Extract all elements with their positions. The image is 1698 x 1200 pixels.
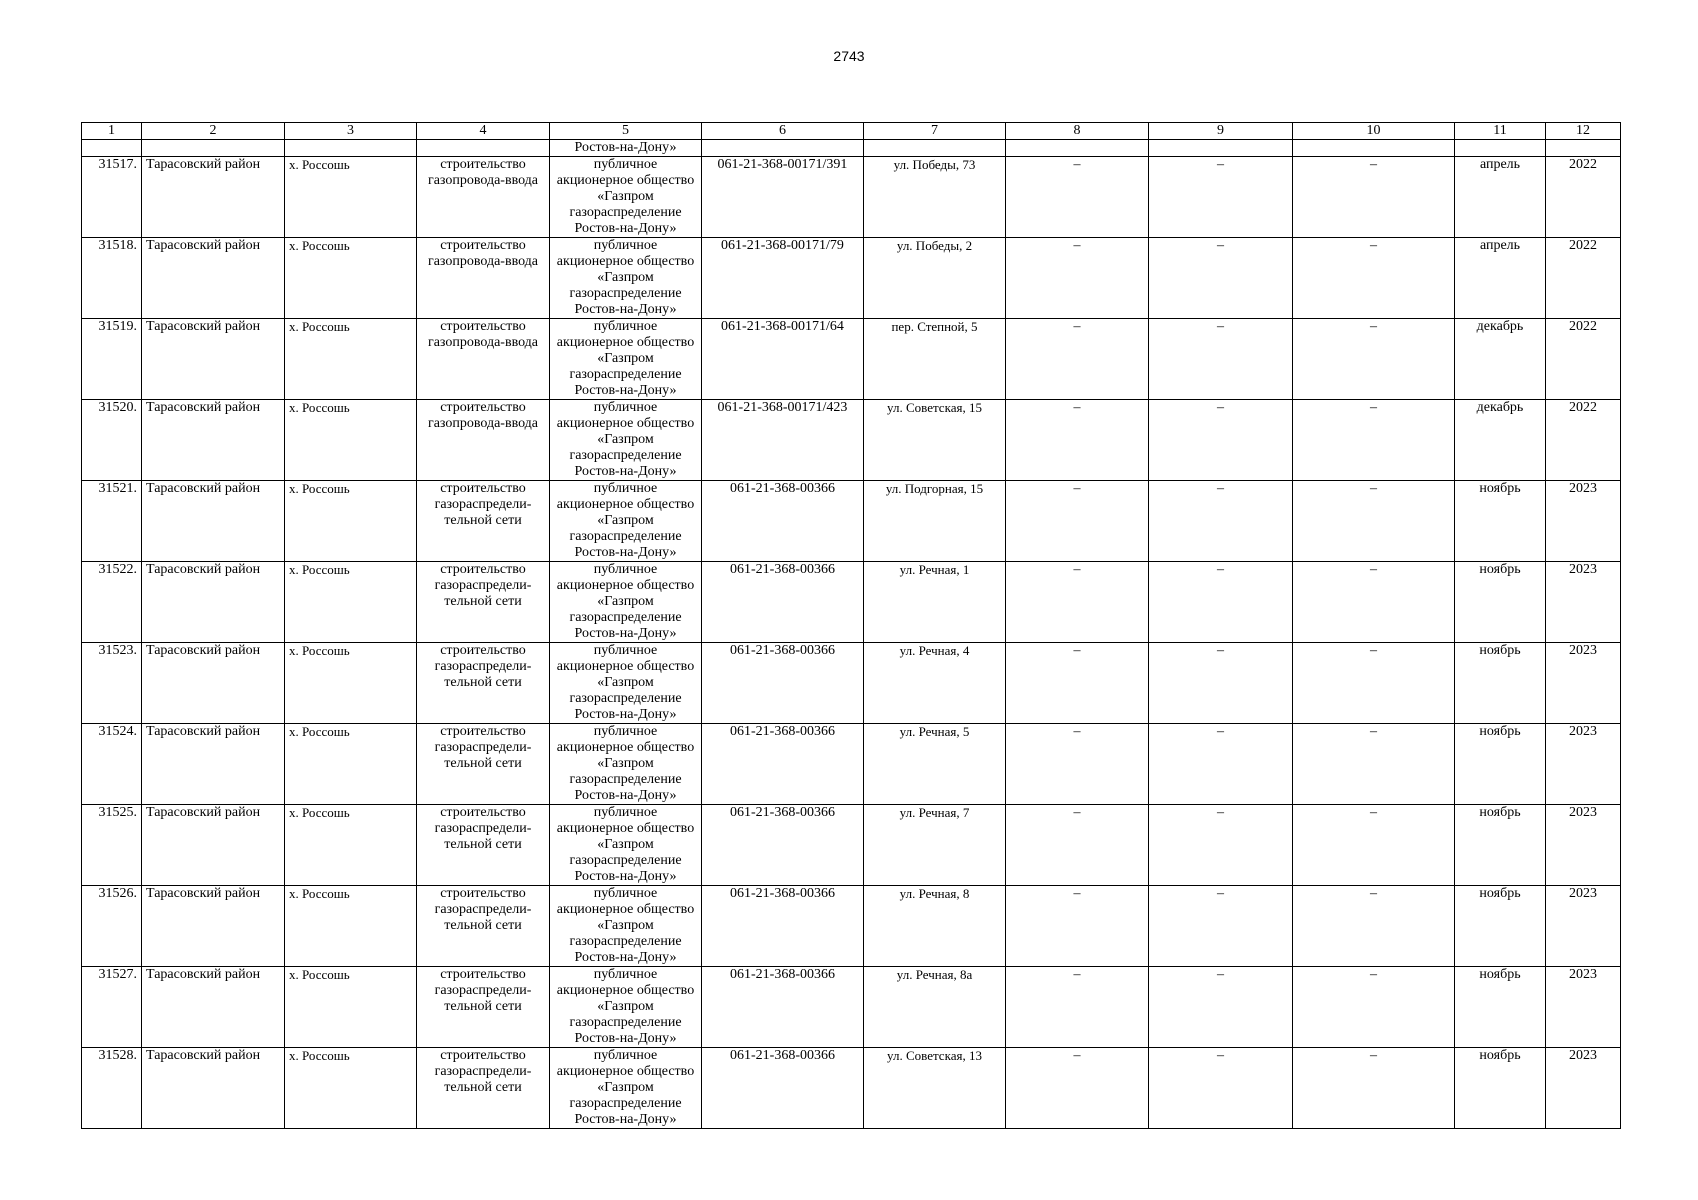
cell-work-type: строительство газопровода-ввода (417, 157, 550, 238)
cell-empty (1149, 140, 1293, 157)
cell-address: ул. Победы, 2 (864, 238, 1006, 319)
cell-work-type: строительство газораспредели-тельной сети (417, 724, 550, 805)
cell-empty (864, 140, 1006, 157)
cell-empty (1293, 140, 1455, 157)
table-row (82, 886, 1621, 967)
cell-number: 31517. (82, 157, 142, 238)
column-number: 11 (1455, 123, 1546, 140)
cell-settlement: х. Россошь (285, 157, 417, 238)
cell-number: 31528. (82, 1048, 142, 1129)
cell-address: ул. Подгорная, 15 (864, 481, 1006, 562)
cell-col8: – (1006, 562, 1149, 643)
cell-month: ноябрь (1455, 967, 1546, 1048)
cell-settlement: х. Россошь (285, 643, 417, 724)
cell-col8: – (1006, 1048, 1149, 1129)
cell-settlement: х. Россошь (285, 481, 417, 562)
cell-year: 2022 (1546, 319, 1621, 400)
table-row (82, 1048, 1621, 1129)
page-number: 2743 (833, 48, 865, 64)
cell-address: ул. Речная, 8а (864, 967, 1006, 1048)
column-number: 2 (142, 123, 285, 140)
cell-year: 2022 (1546, 400, 1621, 481)
cell-col8: – (1006, 319, 1149, 400)
cell-number: 31518. (82, 238, 142, 319)
cell-settlement: х. Россошь (285, 400, 417, 481)
cell-year: 2023 (1546, 805, 1621, 886)
cell-settlement: х. Россошь (285, 967, 417, 1048)
table-row (82, 724, 1621, 805)
column-number: 6 (702, 123, 864, 140)
cell-col9: – (1149, 562, 1293, 643)
cell-col10: – (1293, 886, 1455, 967)
cell-col8: – (1006, 400, 1149, 481)
cell-month: апрель (1455, 157, 1546, 238)
cell-col8: – (1006, 967, 1149, 1048)
cell-col9: – (1149, 481, 1293, 562)
cell-code: 061-21-368-00171/423 (702, 400, 864, 481)
cell-code: 061-21-368-00171/391 (702, 157, 864, 238)
column-number: 10 (1293, 123, 1455, 140)
cell-work-type: строительство газопровода-ввода (417, 400, 550, 481)
column-number: 12 (1546, 123, 1621, 140)
column-number: 5 (550, 123, 702, 140)
cell-address: ул. Речная, 4 (864, 643, 1006, 724)
cell-organization: публичное акционерное общество «Газпром газораспределение Ростов-на-Дону» (550, 238, 702, 319)
cell-col8: – (1006, 886, 1149, 967)
cell-year: 2023 (1546, 967, 1621, 1048)
cell-col10: – (1293, 157, 1455, 238)
cell-month: декабрь (1455, 400, 1546, 481)
table-row (82, 562, 1621, 643)
cell-code: 061-21-368-00366 (702, 481, 864, 562)
cell-address: ул. Речная, 8 (864, 886, 1006, 967)
cell-number: 31522. (82, 562, 142, 643)
registry-table (81, 122, 1621, 1129)
cell-work-type: строительство газопровода-ввода (417, 238, 550, 319)
cell-empty (1006, 140, 1149, 157)
cell-district: Тарасовский район (142, 886, 285, 967)
cell-work-type: строительство газораспредели-тельной сети (417, 481, 550, 562)
cell-organization: публичное акционерное общество «Газпром газораспределение Ростов-на-Дону» (550, 562, 702, 643)
cell-district: Тарасовский район (142, 724, 285, 805)
cell-settlement: х. Россошь (285, 562, 417, 643)
cell-district: Тарасовский район (142, 562, 285, 643)
cell-settlement: х. Россошь (285, 724, 417, 805)
cell-col8: – (1006, 643, 1149, 724)
cell-organization: публичное акционерное общество «Газпром газораспределение Ростов-на-Дону» (550, 967, 702, 1048)
column-number: 8 (1006, 123, 1149, 140)
cell-col9: – (1149, 643, 1293, 724)
cell-empty (142, 140, 285, 157)
cell-district: Тарасовский район (142, 481, 285, 562)
cell-organization: публичное акционерное общество «Газпром газораспределение Ростов-на-Дону» (550, 400, 702, 481)
cell-year: 2022 (1546, 238, 1621, 319)
cell-year: 2023 (1546, 643, 1621, 724)
cell-organization: публичное акционерное общество «Газпром газораспределение Ростов-на-Дону» (550, 1048, 702, 1129)
table-row (82, 238, 1621, 319)
cell-month: декабрь (1455, 319, 1546, 400)
cell-code: 061-21-368-00366 (702, 886, 864, 967)
cell-organization: публичное акционерное общество «Газпром газораспределение Ростов-на-Дону» (550, 157, 702, 238)
cell-number: 31523. (82, 643, 142, 724)
table-row (82, 157, 1621, 238)
column-number-row (82, 123, 1621, 140)
table-row (82, 319, 1621, 400)
cell-col10: – (1293, 967, 1455, 1048)
cell-empty (702, 140, 864, 157)
cell-work-type: строительство газораспредели-тельной сети (417, 562, 550, 643)
column-number: 9 (1149, 123, 1293, 140)
table-row (82, 967, 1621, 1048)
cell-number: 31524. (82, 724, 142, 805)
column-number: 1 (82, 123, 142, 140)
cell-year: 2023 (1546, 724, 1621, 805)
cell-col9: – (1149, 805, 1293, 886)
cell-col9: – (1149, 886, 1293, 967)
cell-empty (82, 140, 142, 157)
cell-code: 061-21-368-00366 (702, 562, 864, 643)
cell-work-type: строительство газораспредели-тельной сети (417, 1048, 550, 1129)
cell-address: пер. Степной, 5 (864, 319, 1006, 400)
cell-col10: – (1293, 481, 1455, 562)
cell-organization: публичное акционерное общество «Газпром газораспределение Ростов-на-Дону» (550, 886, 702, 967)
cell-settlement: х. Россошь (285, 1048, 417, 1129)
column-number: 3 (285, 123, 417, 140)
table-row (82, 481, 1621, 562)
cell-code: 061-21-368-00171/64 (702, 319, 864, 400)
column-number: 4 (417, 123, 550, 140)
cell-organization: публичное акционерное общество «Газпром газораспределение Ростов-на-Дону» (550, 643, 702, 724)
cell-code: 061-21-368-00171/79 (702, 238, 864, 319)
cell-col9: – (1149, 319, 1293, 400)
cell-year: 2023 (1546, 481, 1621, 562)
cell-col8: – (1006, 157, 1149, 238)
cell-code: 061-21-368-00366 (702, 643, 864, 724)
cell-code: 061-21-368-00366 (702, 967, 864, 1048)
cell-organization: публичное акционерное общество «Газпром газораспределение Ростов-на-Дону» (550, 481, 702, 562)
cell-month: ноябрь (1455, 643, 1546, 724)
cell-organization: публичное акционерное общество «Газпром газораспределение Ростов-на-Дону» (550, 805, 702, 886)
cell-district: Тарасовский район (142, 238, 285, 319)
table-row (82, 805, 1621, 886)
cell-address: ул. Советская, 15 (864, 400, 1006, 481)
column-number: 7 (864, 123, 1006, 140)
cell-number: 31519. (82, 319, 142, 400)
cell-work-type: строительство газораспредели-тельной сети (417, 967, 550, 1048)
cell-col10: – (1293, 805, 1455, 886)
cell-col10: – (1293, 724, 1455, 805)
cell-number: 31520. (82, 400, 142, 481)
cell-year: 2023 (1546, 562, 1621, 643)
cell-month: апрель (1455, 238, 1546, 319)
cell-empty (417, 140, 550, 157)
cell-address: ул. Речная, 1 (864, 562, 1006, 643)
cell-col9: – (1149, 1048, 1293, 1129)
table-row (82, 643, 1621, 724)
cell-code: 061-21-368-00366 (702, 724, 864, 805)
cell-address: ул. Речная, 7 (864, 805, 1006, 886)
cell-address: ул. Советская, 13 (864, 1048, 1006, 1129)
cell-organization: Ростов-на-Дону» (550, 140, 702, 157)
cell-work-type: строительство газопровода-ввода (417, 319, 550, 400)
cell-col10: – (1293, 643, 1455, 724)
cell-empty (285, 140, 417, 157)
cell-district: Тарасовский район (142, 805, 285, 886)
cell-number: 31526. (82, 886, 142, 967)
cell-empty (1455, 140, 1546, 157)
cell-col10: – (1293, 238, 1455, 319)
cell-settlement: х. Россошь (285, 886, 417, 967)
table-row (82, 400, 1621, 481)
cell-col10: – (1293, 562, 1455, 643)
cell-code: 061-21-368-00366 (702, 1048, 864, 1129)
cell-number: 31521. (82, 481, 142, 562)
cell-col10: – (1293, 400, 1455, 481)
cell-empty (1546, 140, 1621, 157)
cell-address: ул. Речная, 5 (864, 724, 1006, 805)
cell-address: ул. Победы, 73 (864, 157, 1006, 238)
cell-district: Тарасовский район (142, 319, 285, 400)
cell-col9: – (1149, 157, 1293, 238)
cell-number: 31527. (82, 967, 142, 1048)
cell-code: 061-21-368-00366 (702, 805, 864, 886)
cell-work-type: строительство газораспредели-тельной сети (417, 805, 550, 886)
cell-col8: – (1006, 805, 1149, 886)
cell-district: Тарасовский район (142, 967, 285, 1048)
continuation-row (82, 140, 1621, 157)
cell-year: 2023 (1546, 886, 1621, 967)
cell-district: Тарасовский район (142, 400, 285, 481)
cell-month: ноябрь (1455, 886, 1546, 967)
cell-col8: – (1006, 481, 1149, 562)
cell-district: Тарасовский район (142, 157, 285, 238)
cell-col10: – (1293, 1048, 1455, 1129)
cell-work-type: строительство газораспредели-тельной сети (417, 886, 550, 967)
cell-month: ноябрь (1455, 562, 1546, 643)
cell-col8: – (1006, 724, 1149, 805)
cell-col9: – (1149, 724, 1293, 805)
cell-work-type: строительство газораспредели-тельной сети (417, 643, 550, 724)
cell-year: 2022 (1546, 157, 1621, 238)
cell-organization: публичное акционерное общество «Газпром газораспределение Ростов-на-Дону» (550, 319, 702, 400)
cell-settlement: х. Россошь (285, 319, 417, 400)
cell-settlement: х. Россошь (285, 238, 417, 319)
cell-month: ноябрь (1455, 1048, 1546, 1129)
cell-organization: публичное акционерное общество «Газпром газораспределение Ростов-на-Дону» (550, 724, 702, 805)
cell-district: Тарасовский район (142, 1048, 285, 1129)
cell-col9: – (1149, 967, 1293, 1048)
cell-year: 2023 (1546, 1048, 1621, 1129)
cell-number: 31525. (82, 805, 142, 886)
cell-month: ноябрь (1455, 481, 1546, 562)
cell-month: ноябрь (1455, 724, 1546, 805)
cell-col9: – (1149, 238, 1293, 319)
cell-col10: – (1293, 319, 1455, 400)
cell-district: Тарасовский район (142, 643, 285, 724)
cell-col8: – (1006, 238, 1149, 319)
cell-month: ноябрь (1455, 805, 1546, 886)
cell-settlement: х. Россошь (285, 805, 417, 886)
cell-col9: – (1149, 400, 1293, 481)
